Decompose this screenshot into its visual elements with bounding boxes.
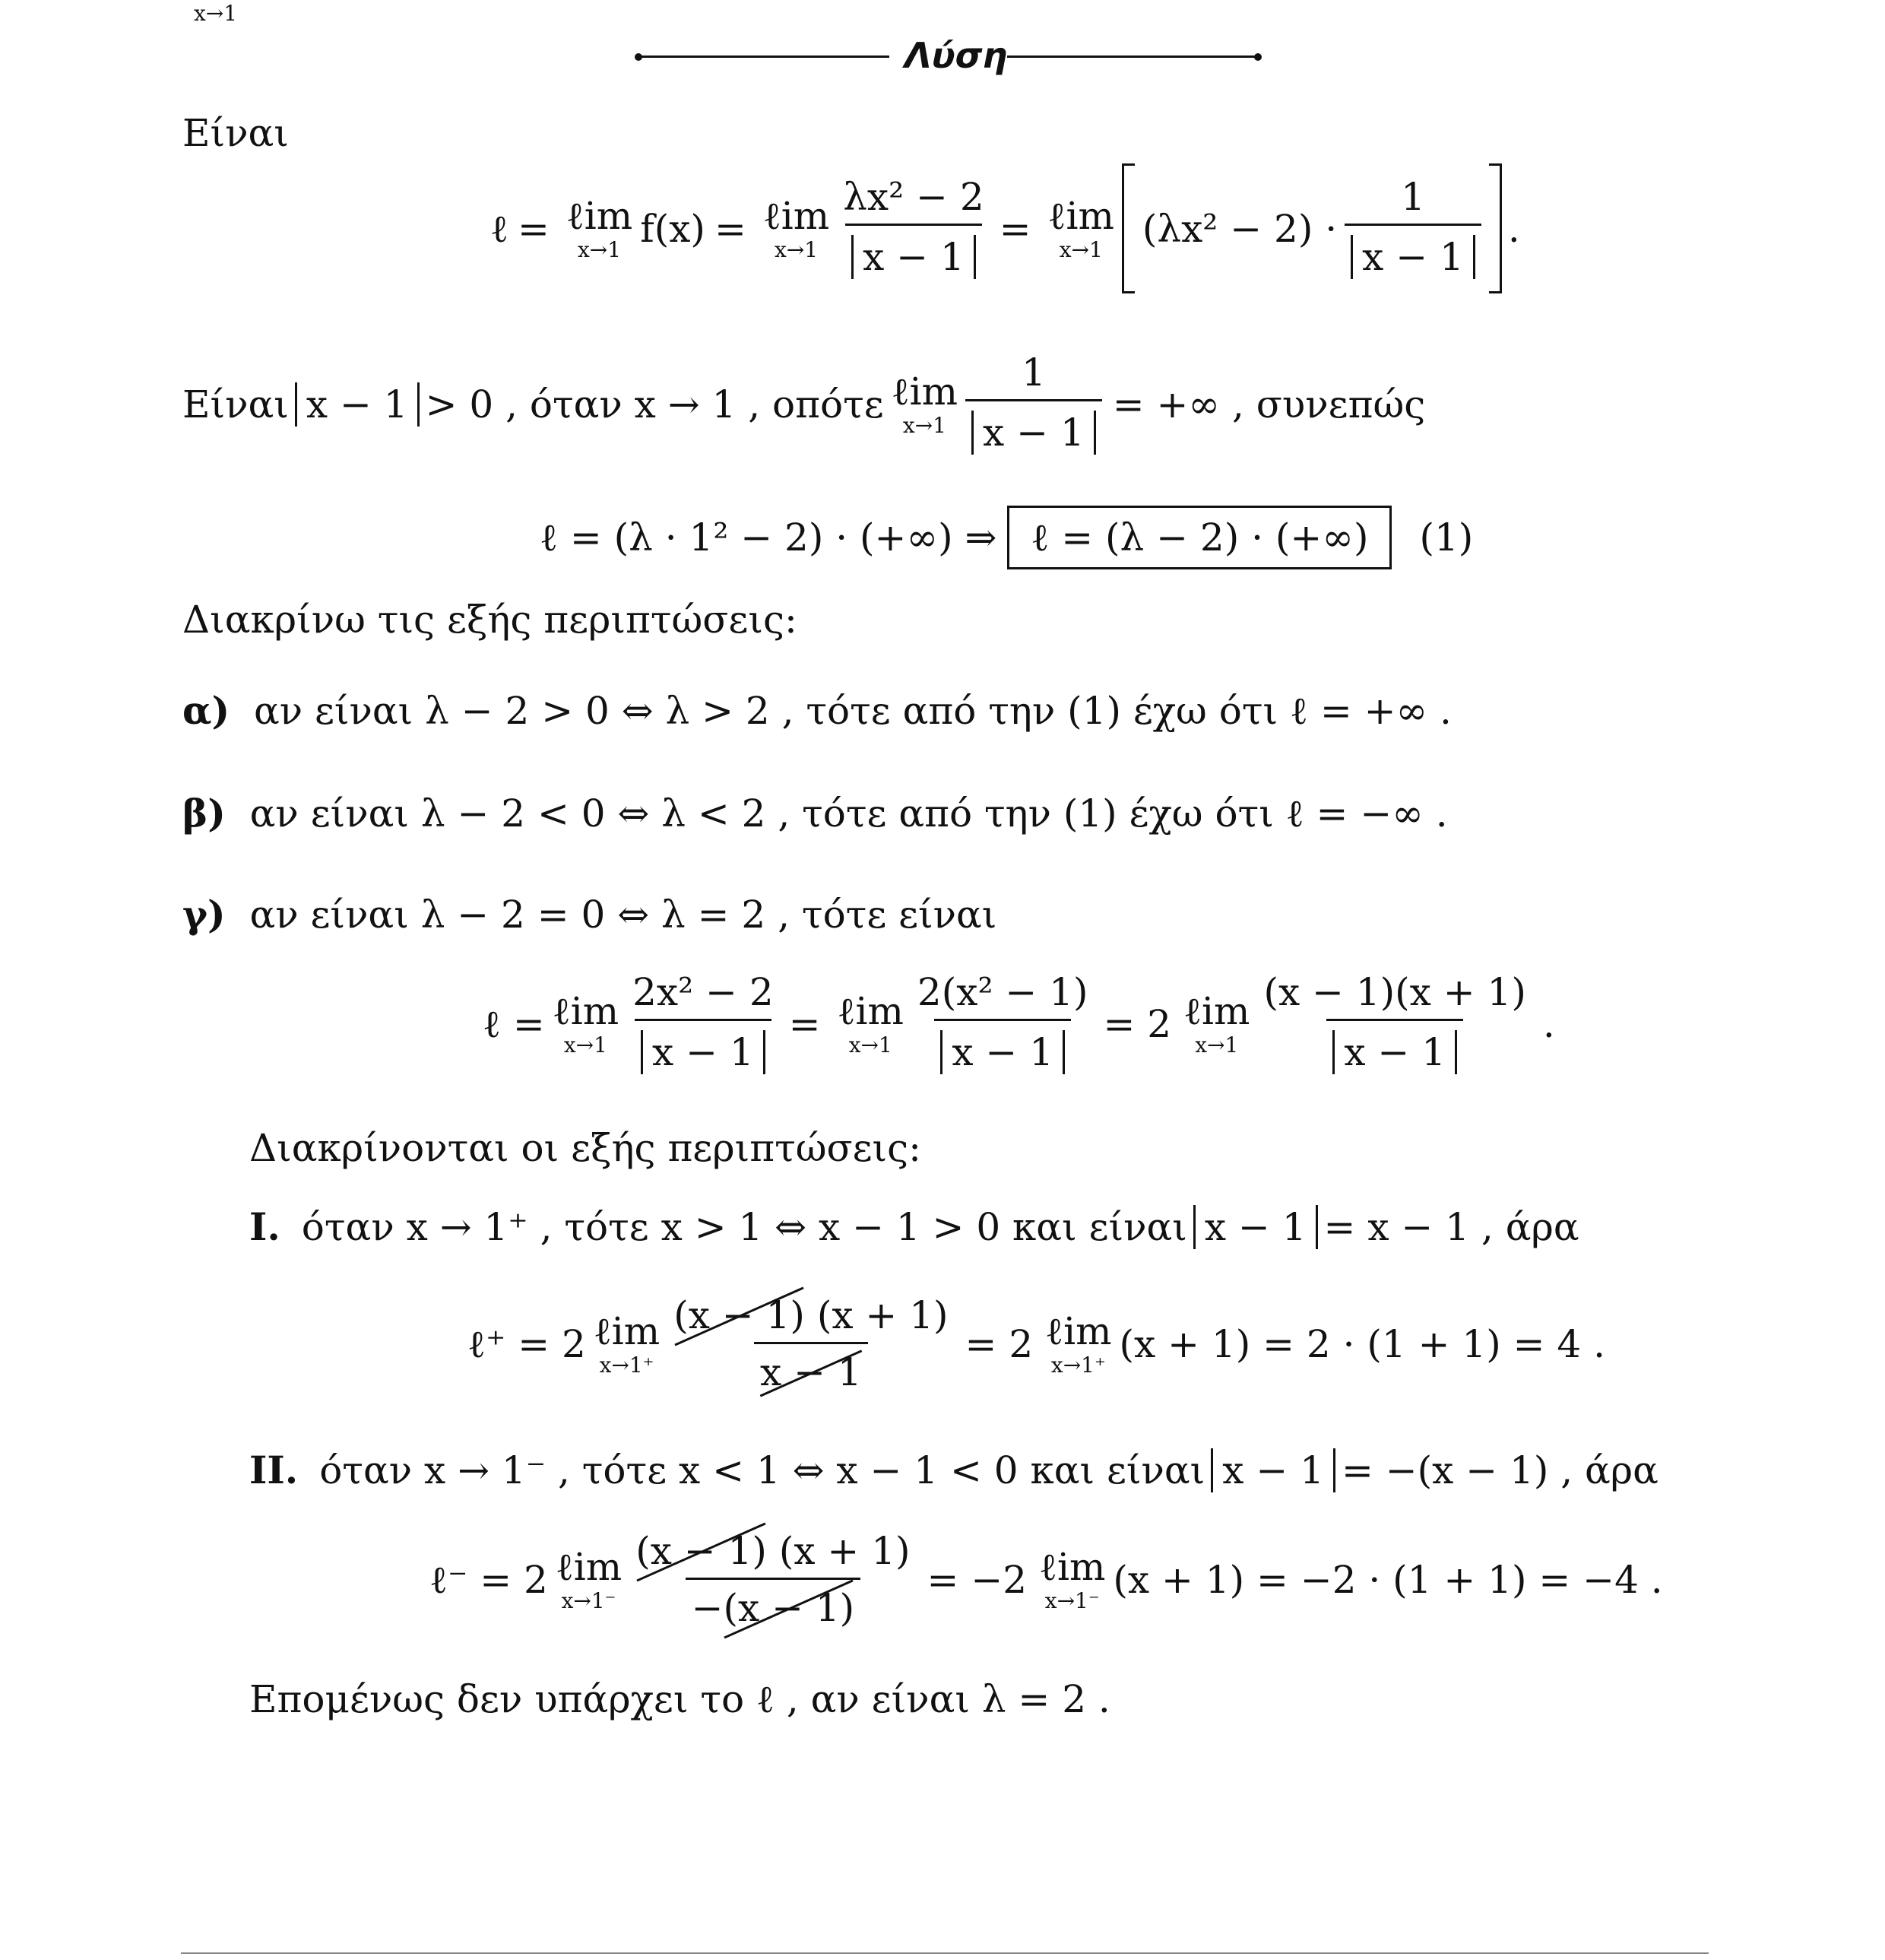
equation-limit-definition: ℓ = ℓim x→1 f(x) = ℓim x→1 $\frac{\text{λx² − 2}}{x - 1}$ = ℓim x→1 (λx² − 2) · $\frac{1}{x - 1}$ . xyxy=(490,163,1520,293)
fraction: $\frac{1}{x - 1}$ xyxy=(1345,178,1481,279)
equation-tag: (1) xyxy=(1419,515,1474,560)
limit-operator: ℓim x→1 xyxy=(1047,193,1114,262)
case-gamma: γ) αν είναι λ − 2 = 0 ⇔ λ = 2 , τότε είναι xyxy=(182,892,997,937)
fraction: $\frac{\text{2(x² − 1)}}{x - 1}$ xyxy=(917,970,1088,1074)
cancelled-factor: (x − 1) xyxy=(723,1586,855,1630)
boxed-formula: ℓ = (λ − 2) · (+∞) xyxy=(1007,506,1392,569)
case-alpha: α) αν είναι λ − 2 > 0 ⇔ λ > 2 , τότε από την (1) έχω ότι ℓ = +∞ . xyxy=(182,688,1452,733)
subcase-one: I. όταν x → 1⁺ , τότε x > 1 ⇔ x − 1 > 0 και είναι x − 1 = x − 1 , άρα xyxy=(249,1204,1579,1249)
fraction-cancelled: $\frac{(x - 1) (x + 1)}{-(x - 1)}$ xyxy=(635,1529,911,1630)
fraction-cancelled: $\frac{(x - 1) (x + 1)}{x - 1}$ xyxy=(673,1293,949,1394)
fraction: $\frac{\text{λx² − 2}}{x - 1}$ xyxy=(843,175,984,279)
subcase-two: II. όταν x → 1⁻ , τότε x < 1 ⇔ x − 1 < 0 και είναι x − 1 = −(x − 1) , άρα xyxy=(249,1448,1658,1492)
limit-operator: ℓim x→1⁺ xyxy=(1045,1308,1112,1378)
heading-rule-dot-right xyxy=(1254,53,1262,61)
cases-intro: Διακρίνω τις εξής περιπτώσεις: xyxy=(182,598,797,642)
limit-operator: ℓim x→1⁺ xyxy=(593,1308,661,1378)
case-label: α) xyxy=(182,688,230,733)
limit-operator: ℓim x→1 xyxy=(762,193,830,262)
fraction: $\frac{\text{2x² − 2}}{x - 1}$ xyxy=(632,970,774,1074)
limit-operator: ℓim x→1⁻ xyxy=(555,1544,623,1613)
left-bracket xyxy=(1122,163,1135,293)
subcases-intro: Διακρίνονται οι εξής περιπτώσεις: xyxy=(249,1126,921,1170)
heading-rule-left xyxy=(638,56,889,58)
cancelled-factor: x − 1 xyxy=(760,1350,862,1394)
case-label: γ) xyxy=(182,892,226,937)
conclusion-text: Επομένως δεν υπάρχει το ℓ , αν είναι λ = 2 . xyxy=(249,1677,1110,1721)
heading-rule-right xyxy=(1007,56,1258,58)
case-label: β) xyxy=(182,791,226,836)
limit-operator: ℓim x→1 xyxy=(552,988,619,1058)
cancelled-factor: (x − 1) xyxy=(673,1293,805,1337)
equation-boxed-result: ℓ = (λ · 1² − 2) · (+∞) ⇒ ℓ = (λ − 2) · (+∞) (1) xyxy=(540,506,1473,569)
cancelled-factor: (x − 1) xyxy=(635,1529,767,1573)
right-bracket xyxy=(1489,163,1502,293)
limit-operator: ℓim x→1 xyxy=(1183,988,1250,1058)
limit-operator: ℓim x→1⁻ xyxy=(1039,1544,1106,1613)
solution-heading: Λύση xyxy=(904,35,1008,76)
subcase-label: II. xyxy=(249,1448,299,1492)
equation-lambda-two: ℓ = ℓim x→1 $\frac{\text{2x² − 2}}{x - 1}$ = ℓim x→1 $\frac{\text{2(x² − 1)}}{x - 1}$ = 2 ℓim x→1 $\frac{(x - 1)(x + 1)}{x - 1}$ . xyxy=(483,970,1555,1074)
top-limit-fragment: x→1 xyxy=(194,1,238,26)
limit-operator: ℓim x→1 xyxy=(837,988,904,1058)
subcase-label: I. xyxy=(249,1204,280,1249)
equation-left-limit: ℓ⁻ = 2 ℓim x→1⁻ $\frac{(x - 1) (x + 1)}{-(x - 1)}$ = −2 ℓim x→1⁻ (x + 1) = −2 · (1 + 1) = −4 . xyxy=(429,1529,1663,1630)
intro-text: Είναι xyxy=(182,111,289,155)
case-beta: β) αν είναι λ − 2 < 0 ⇔ λ < 2 , τότε από την (1) έχω ότι ℓ = −∞ . xyxy=(182,791,1448,836)
fraction: $\frac{(x - 1)(x + 1)}{x - 1}$ xyxy=(1263,970,1526,1074)
equation-right-limit: ℓ⁺ = 2 ℓim x→1⁺ $\frac{(x - 1) (x + 1)}{x - 1}$ = 2 ℓim x→1⁺ (x + 1) = 2 · (1 + 1) = 4 . xyxy=(467,1293,1605,1394)
limit-operator: ℓim x→1 xyxy=(891,369,958,438)
function-f: f(x) xyxy=(640,206,705,251)
ell-symbol: ℓ xyxy=(490,206,508,251)
footer-divider xyxy=(181,1952,1709,1954)
fraction: $\frac{1}{x - 1}$ xyxy=(965,354,1102,455)
paragraph-limit-infinity: Είναι x − 1 > 0 , όταν x → 1 , οπότε ℓim x→1 $\frac{1}{x - 1}$ = +∞ , συνεπώς xyxy=(182,350,1426,455)
limit-operator: ℓim x→1 xyxy=(566,193,633,262)
